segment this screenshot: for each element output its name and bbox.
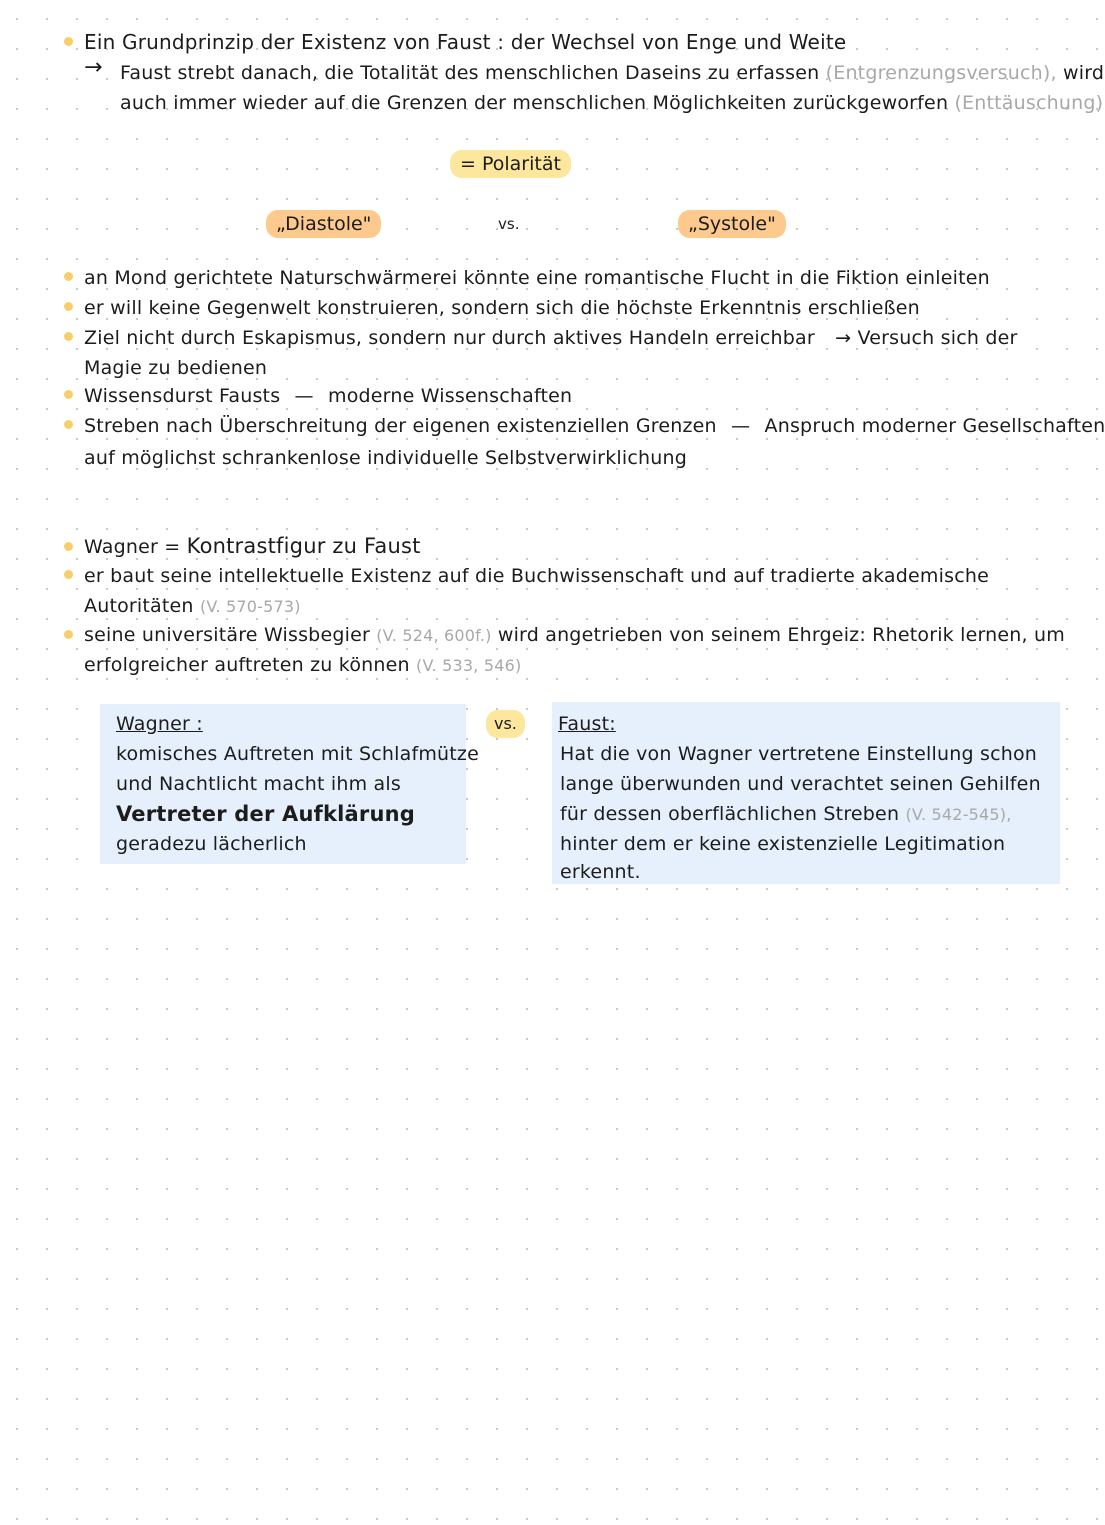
wagner-box-title: Wagner : <box>116 713 203 735</box>
verse-ref: (V. 533, 546) <box>416 656 522 675</box>
bullet <box>64 420 73 429</box>
polarity-label: = Polarität <box>450 150 571 178</box>
section1-item-5-cont: auf möglichst schrankenlose individuelle Selbstverwirklichung <box>84 447 687 469</box>
faust-box-line: lange überwunden und verachtet seinen Gehilfen <box>560 773 1041 795</box>
verse-ref: (V. 570-573) <box>199 597 301 616</box>
section2-item-2-text: Autoritäten <box>84 595 194 617</box>
section2-item-3-b: wird angetrieben von seinem Ehrgeiz: Rhetorik lernen, um <box>497 624 1065 646</box>
section2-item-3-text: erfolgreicher auftreten zu können <box>84 654 410 676</box>
section1-item-5-tail: Anspruch moderner Gesellschaften <box>764 415 1105 437</box>
faust-box <box>552 702 1060 884</box>
wagner-box-line: geradezu lächerlich <box>116 833 307 855</box>
intro-line-1: Ein Grundprinzip der Existenz von Faust : der Wechsel von Enge und Weite <box>84 30 847 54</box>
section1-item-3 <box>84 324 1018 352</box>
section1-item-2: er will keine Gegenwelt konstruieren, sondern sich die höchste Erkenntnis erschließen <box>84 297 920 319</box>
section1-item-1: an Mond gerichtete Naturschwärmerei könnte eine romantische Flucht in die Fiktion einleiten <box>84 267 990 289</box>
intro-line-3 <box>120 89 1103 117</box>
faust-box-title: Faust: <box>558 713 616 735</box>
arrow-icon: → <box>835 327 852 349</box>
section2-item-3 <box>84 621 1065 650</box>
wagner-box-line: und Nachtlicht macht ihm als <box>116 773 401 795</box>
section1-item-3-cont: Magie zu bedienen <box>84 357 268 379</box>
section2-item-3-cont <box>84 651 521 680</box>
section2-item-1 <box>84 532 421 561</box>
polarity-vs: vs. <box>498 215 520 233</box>
faust-box-line: Hat die von Wagner vertretene Einstellung schon <box>560 743 1038 765</box>
bullet <box>64 37 73 46</box>
section1-item-5-text: Streben nach Überschreitung der eigenen existenziellen Grenzen <box>84 415 717 437</box>
section1-item-3-tail: Versuch sich der <box>857 327 1018 349</box>
compare-vs: vs. <box>486 710 525 738</box>
intro-line-2 <box>120 59 1104 87</box>
systole-label: „Systole" <box>678 210 786 238</box>
intro-line-2-text: Faust strebt danach, die Totalität des menschlichen Daseins zu erfassen <box>120 62 820 84</box>
verse-ref: (V. 524, 600f.) <box>376 626 492 645</box>
intro-line-3-text: auch immer wieder auf die Grenzen der menschlichen Möglichkeiten zurückgeworfen <box>120 92 949 114</box>
wagner-box-bold: Vertreter der Aufklärung <box>116 802 415 826</box>
intro-line-2-note: (Entgrenzungsversuch), <box>825 62 1057 84</box>
bullet <box>64 570 73 579</box>
intro-line-3-note: (Enttäuschung) <box>954 92 1104 114</box>
faust-box-line: erkennt. <box>560 861 641 883</box>
faust-box-text: für dessen oberflächlichen Streben <box>560 803 900 825</box>
faust-box-line: hinter dem er keine existenzielle Legitimation <box>560 833 1006 855</box>
diastole-label: „Diastole" <box>266 210 381 238</box>
wagner-box <box>100 704 479 864</box>
bullet <box>64 302 73 311</box>
dash: — <box>731 415 751 437</box>
wagner-box-line: komisches Auftreten mit Schlafmütze <box>116 743 479 765</box>
bullet <box>64 332 73 341</box>
arrow-icon: → <box>84 55 103 80</box>
section2-item-2-cont <box>84 592 301 621</box>
section2-item-1-b: Kontrastfigur zu Faust <box>186 534 421 558</box>
bullet <box>64 542 73 551</box>
bullet <box>64 630 73 639</box>
intro-line-2-end: wird <box>1063 62 1105 84</box>
faust-box-line <box>560 800 1012 829</box>
section1-item-4-tail: moderne Wissenschaften <box>328 385 573 407</box>
section2-item-3-a: seine universitäre Wissbegier <box>84 624 370 646</box>
bullet <box>64 272 73 281</box>
verse-ref: (V. 542-545), <box>905 805 1012 824</box>
dash: — <box>294 385 314 407</box>
section1-item-4 <box>84 382 572 410</box>
section1-item-3-text: Ziel nicht durch Eskapismus, sondern nur durch aktives Handeln erreichbar <box>84 327 815 349</box>
section1-item-5 <box>84 412 1105 440</box>
section1-item-4-text: Wissensdurst Fausts <box>84 385 281 407</box>
section2-item-2: er baut seine intellektuelle Existenz auf die Buchwissenschaft und auf tradierte akademische <box>84 565 989 587</box>
section2-item-1-a: Wagner = <box>84 536 181 558</box>
bullet <box>64 390 73 399</box>
